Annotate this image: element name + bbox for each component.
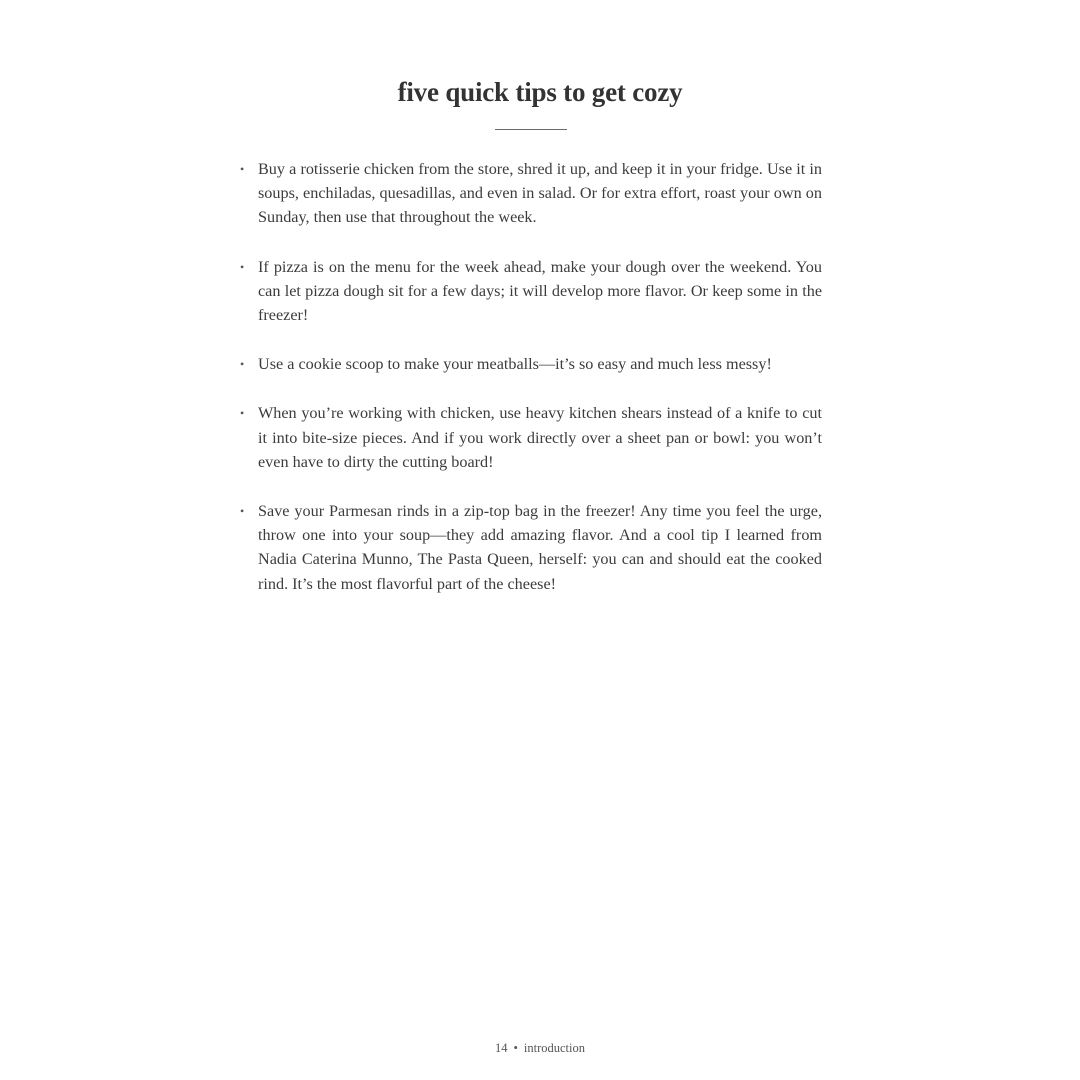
section-name: introduction [523,1041,585,1055]
title-divider [495,129,567,130]
bullet-icon: • [240,357,245,372]
page-title: five quick tips to get cozy [397,77,683,107]
tips-list [240,157,822,621]
page-footer [0,1039,1080,1057]
bullet-icon: • [240,259,245,274]
tip-text: If pizza is on the menu for the week ahead, make your dough over the weekend. You can let pizza dough sit for a few days; it will develop more flavor. Or keep some in the freezer! [258,257,822,325]
list-item [240,157,822,230]
tip-text: Use a cookie scoop to make your meatballs—it’s so easy and much less messy! [258,355,772,374]
list-item [240,255,822,328]
tip-text: When you’re working with chicken, use heavy kitchen shears instead of a knife to cut it into bite-size pieces. And if you work directly over a sheet pan or bowl: you won’t even have to dirty the cutting board! [258,404,822,471]
footer-separator: • [513,1041,518,1055]
list-item [240,352,822,376]
list-item [240,401,822,474]
bullet-icon: • [240,162,245,176]
list-item [240,499,822,596]
tip-text: Buy a rotisserie chicken from the store, shred it up, and keep it in your fridge. Use it in soups, enchiladas, quesadillas, and even in salad. Or for extra effort, roast your own on Sunday, then use that throughout the week. [258,160,822,227]
page-number: 14 [495,1041,508,1055]
tip-text: Save your Parmesan rinds in a zip-top bag in the freezer! Any time you feel the urge, throw one into your soup—they add amazing flavor. And a cool tip I learned from Nadia Caterina Munno, The Pasta Queen, herself: you can and should eat the cooked rind. It’s the most flavorful part of the cheese! [258,502,822,593]
bullet-icon: • [240,406,245,421]
bullet-icon: • [240,504,245,519]
